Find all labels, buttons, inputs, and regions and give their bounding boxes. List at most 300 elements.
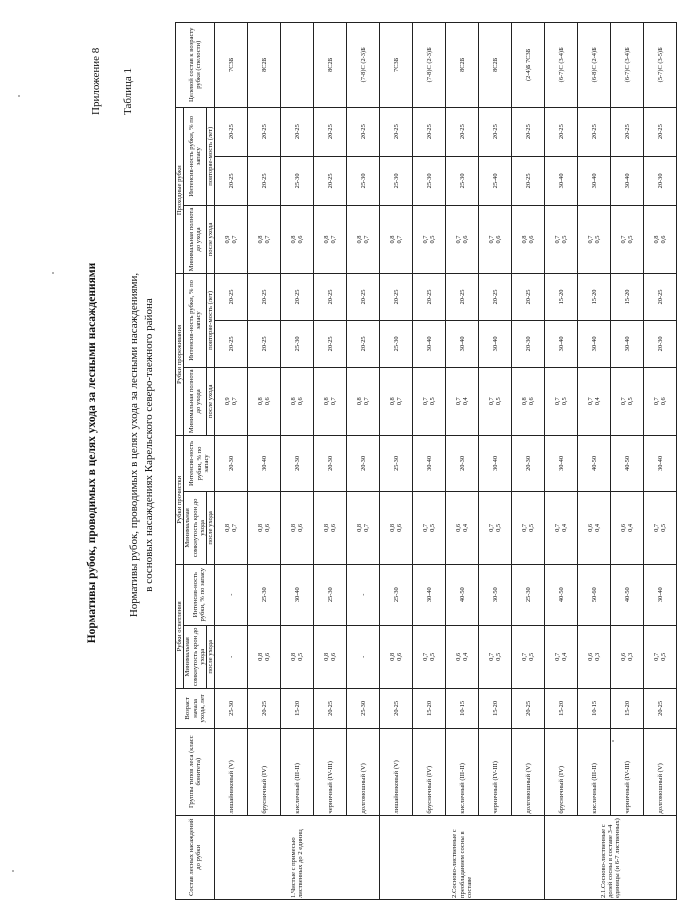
norms-table-wrapper xyxy=(175,22,677,900)
scan-speck xyxy=(52,272,54,274)
thinning-intensity-cell: 20-30 xyxy=(644,320,677,367)
passing-intensity-cell: 20-25 xyxy=(512,156,545,205)
passing-min-density-cell xyxy=(479,206,512,274)
passing-min-density-cell-line: 0,8 xyxy=(323,235,331,244)
cleaning-intensity-cell: 20-30 xyxy=(446,435,479,491)
passing-intensity-cell: 25-30 xyxy=(413,156,446,205)
cleaning-intensity-cell: 40-50 xyxy=(578,435,611,491)
clearing-min-closure-cell xyxy=(347,625,380,688)
clearing-min-closure-cell-line: 0,8 xyxy=(323,652,331,661)
thinning-intensity-cell: 25-30 xyxy=(380,320,413,367)
target-composition-cell: 8С2Б xyxy=(314,23,347,108)
passing-intensity-cell: 30-40 xyxy=(611,156,644,205)
header-composition: Состав лесных насаждений до рубки xyxy=(176,815,215,899)
thinning-repeat-cell: 20-25 xyxy=(413,273,446,320)
clearing-min-closure-cell xyxy=(479,625,512,688)
cleaning-min-closure-cell-line: 0,5 xyxy=(495,523,503,532)
passing-min-density-cell-line: 0,7 xyxy=(488,235,496,244)
header-thinning-min-density: Минимальная полнота до ухода xyxy=(184,367,207,435)
age-start-cell: 15-20 xyxy=(479,688,512,728)
forest-type-cell: лишайниковый (V) xyxy=(215,728,248,815)
target-composition-cell: 8С2Б xyxy=(479,23,512,108)
passing-min-density-cell-line: 0,9 xyxy=(224,235,232,244)
passing-min-density-cell-line: 0,6 xyxy=(660,235,668,244)
clearing-intensity-cell: 40-50 xyxy=(611,564,644,625)
table-caption-line-2: в сосновых насаждениях Карельского северо-таежного района xyxy=(143,298,155,592)
cleaning-intensity-cell: 30-40 xyxy=(248,435,281,491)
cleaning-min-closure-cell-line: 0,6 xyxy=(297,523,305,532)
clearing-min-closure-cell-line: 0,7 xyxy=(521,652,529,661)
thinning-min-density-cell-line: 0,7 xyxy=(488,397,496,406)
table-row xyxy=(248,23,281,900)
thinning-repeat-cell: 20-25 xyxy=(215,273,248,320)
passing-intensity-cell: 20-25 xyxy=(314,156,347,205)
thinning-repeat-cell: 20-25 xyxy=(248,273,281,320)
target-composition-cell xyxy=(281,23,314,108)
group-label: 1.Чистые с примесью лиственных до 2 единиц xyxy=(215,815,380,899)
thinning-min-density-cell-line: 0,6 xyxy=(660,397,668,406)
passing-min-density-cell-line: 0,8 xyxy=(290,235,298,244)
cleaning-min-closure-cell xyxy=(479,492,512,565)
passing-min-density-cell-line: 0,5 xyxy=(627,235,635,244)
header-passing-intensity: Интенсив-ность рубки, % по запасу xyxy=(184,107,207,205)
target-composition-cell: (6-8)С (2-4)Б xyxy=(578,23,611,108)
cleaning-min-closure-cell xyxy=(380,492,413,565)
thinning-min-density-cell xyxy=(479,367,512,435)
thinning-intensity-cell: 20-30 xyxy=(512,320,545,367)
clearing-intensity-cell: 30-40 xyxy=(281,564,314,625)
thinning-intensity-cell: 30-40 xyxy=(479,320,512,367)
cleaning-intensity-cell: 30-40 xyxy=(545,435,578,491)
cleaning-min-closure-cell-line: 0,4 xyxy=(627,523,635,532)
thinning-intensity-cell: 30-40 xyxy=(413,320,446,367)
thinning-min-density-cell xyxy=(578,367,611,435)
passing-min-density-cell xyxy=(446,206,479,274)
age-start-cell: 10-15 xyxy=(578,688,611,728)
thinning-min-density-cell xyxy=(446,367,479,435)
thinning-min-density-cell-line: 0,7 xyxy=(455,397,463,406)
cleaning-min-closure-cell-line: 0,7 xyxy=(521,523,529,532)
target-composition-cell: (2-4)Б 7С3Б xyxy=(512,23,545,108)
cleaning-min-closure-cell xyxy=(512,492,545,565)
forest-type-cell: брусничный (IV) xyxy=(545,728,578,815)
thinning-repeat-cell: 20-25 xyxy=(347,273,380,320)
header-age-start: Возраст начала ухода, лет xyxy=(176,688,215,728)
passing-repeat-cell: 20-25 xyxy=(281,107,314,156)
clearing-min-closure-cell xyxy=(611,625,644,688)
passing-repeat-cell: 20-25 xyxy=(215,107,248,156)
passing-min-density-cell-line: 0,8 xyxy=(356,235,364,244)
cleaning-min-closure-cell-line: 0,8 xyxy=(224,523,232,532)
thinning-min-density-cell-line: 0,7 xyxy=(231,397,239,406)
table-row xyxy=(281,23,314,900)
thinning-intensity-cell: 30-40 xyxy=(545,320,578,367)
header-after-care: после ухода xyxy=(207,492,215,565)
age-start-cell: 20-25 xyxy=(512,688,545,728)
age-start-cell: 20-25 xyxy=(644,688,677,728)
thinning-intensity-cell: 20-25 xyxy=(347,320,380,367)
table-row xyxy=(347,23,380,900)
table-row xyxy=(479,23,512,900)
passing-repeat-cell: 20-25 xyxy=(347,107,380,156)
clearing-min-closure-cell-line: 0,3 xyxy=(594,652,602,661)
clearing-min-closure-cell xyxy=(314,625,347,688)
table-row xyxy=(215,23,248,900)
scan-speck xyxy=(12,870,14,872)
cleaning-min-closure-cell xyxy=(281,492,314,565)
clearing-min-closure-cell-line: 0,6 xyxy=(620,652,628,661)
thinning-intensity-cell: 20-25 xyxy=(248,320,281,367)
cleaning-min-closure-cell-line: 0,7 xyxy=(231,523,239,532)
clearing-min-closure-cell-line: 0,4 xyxy=(561,652,569,661)
forest-type-cell: брусничный (IV) xyxy=(248,728,281,815)
cleaning-min-closure-cell-line: 0,5 xyxy=(528,523,536,532)
target-composition-cell: (6-7)С (3-4)Б xyxy=(611,23,644,108)
clearing-min-closure-cell-line: 0,5 xyxy=(495,652,503,661)
target-composition-cell: (7-8)С (2-3)Б xyxy=(413,23,446,108)
clearing-min-closure-cell-line: 0,6 xyxy=(455,652,463,661)
header-clearing-intensity: Интенсив-ность рубки, % по запасу xyxy=(184,564,215,625)
cleaning-intensity-cell: 20-30 xyxy=(314,435,347,491)
thinning-intensity-cell: 30-40 xyxy=(446,320,479,367)
cleaning-min-closure-cell-line: 0,7 xyxy=(488,523,496,532)
table-row xyxy=(611,23,644,900)
passing-repeat-cell: 20-25 xyxy=(611,107,644,156)
thinning-min-density-cell-line: 0,5 xyxy=(561,397,569,406)
clearing-intensity-cell: 25-30 xyxy=(314,564,347,625)
passing-intensity-cell: 25-30 xyxy=(446,156,479,205)
clearing-min-closure-cell-line: 0,8 xyxy=(257,652,265,661)
passing-min-density-cell-line: 0,6 xyxy=(495,235,503,244)
thinning-min-density-cell xyxy=(347,367,380,435)
cleaning-min-closure-cell xyxy=(347,492,380,565)
forest-type-cell: долгомошный (V) xyxy=(347,728,380,815)
passing-min-density-cell-line: 0,7 xyxy=(396,235,404,244)
forest-type-cell: черничный (IV-III) xyxy=(479,728,512,815)
thinning-repeat-cell: 20-25 xyxy=(446,273,479,320)
cleaning-min-closure-cell xyxy=(314,492,347,565)
passing-intensity-cell: 25-30 xyxy=(380,156,413,205)
header-repeat: повторяе-мость (лет) xyxy=(207,107,215,205)
forest-type-cell: кисличный (III-II) xyxy=(446,728,479,815)
clearing-min-closure-cell xyxy=(281,625,314,688)
passing-min-density-cell-line: 0,5 xyxy=(561,235,569,244)
passing-repeat-cell: 20-25 xyxy=(479,107,512,156)
passing-intensity-cell: 20-30 xyxy=(644,156,677,205)
thinning-repeat-cell: 20-25 xyxy=(479,273,512,320)
cleaning-min-closure-cell-line: 0,8 xyxy=(389,523,397,532)
table-row xyxy=(446,23,479,900)
clearing-min-closure-cell xyxy=(545,625,578,688)
cleaning-min-closure-cell-line: 0,6 xyxy=(455,523,463,532)
header-target-composition: Целевой состав к возрасту рубки (спелости) xyxy=(176,23,215,108)
thinning-min-density-cell-line: 0,5 xyxy=(429,397,437,406)
document-title: Нормативы рубок, проводимых в целях ухода за лесными насаждениями xyxy=(86,262,98,644)
target-composition-cell: (6-7)С (3-4)Б xyxy=(545,23,578,108)
cleaning-intensity-cell: 20-30 xyxy=(281,435,314,491)
clearing-intensity-cell: 30-40 xyxy=(644,564,677,625)
clearing-min-closure-cell-line: 0,5 xyxy=(660,652,668,661)
thinning-min-density-cell-line: 0,7 xyxy=(363,397,371,406)
clearing-min-closure-cell-line: 0,3 xyxy=(627,652,635,661)
cleaning-min-closure-cell xyxy=(611,492,644,565)
passing-min-density-cell-line: 0,8 xyxy=(521,235,529,244)
thinning-min-density-cell xyxy=(314,367,347,435)
thinning-min-density-cell-line: 0,5 xyxy=(495,397,503,406)
thinning-min-density-cell-line: 0,7 xyxy=(554,397,562,406)
cleaning-min-closure-cell-line: 0,4 xyxy=(462,523,470,532)
cleaning-intensity-cell: 25-30 xyxy=(380,435,413,491)
clearing-min-closure-cell-line: 0,5 xyxy=(429,652,437,661)
cleaning-intensity-cell: 20-30 xyxy=(512,435,545,491)
passing-repeat-cell: 20-25 xyxy=(644,107,677,156)
cleaning-min-closure-cell-line: 0,8 xyxy=(290,523,298,532)
clearing-min-closure-cell-line: 0,7 xyxy=(488,652,496,661)
table-row xyxy=(413,23,446,900)
passing-min-density-cell xyxy=(413,206,446,274)
thinning-min-density-cell-line: 0,7 xyxy=(653,397,661,406)
thinning-min-density-cell-line: 0,7 xyxy=(587,397,595,406)
header-passing-min-density: Минимальная полнота до ухода xyxy=(184,206,207,274)
clearing-intensity-cell: - xyxy=(215,564,248,625)
target-composition-cell: (7-8)С (2-3)Б xyxy=(347,23,380,108)
cleaning-min-closure-cell-line: 0,7 xyxy=(363,523,371,532)
norms-table-body xyxy=(215,23,677,900)
passing-min-density-cell-line: 0,8 xyxy=(389,235,397,244)
thinning-min-density-cell-line: 0,9 xyxy=(224,397,232,406)
thinning-intensity-cell: 20-25 xyxy=(215,320,248,367)
thinning-repeat-cell: 15-20 xyxy=(578,273,611,320)
thinning-repeat-cell: 20-25 xyxy=(281,273,314,320)
header-after-care: после ухода xyxy=(207,367,215,435)
thinning-min-density-cell xyxy=(413,367,446,435)
clearing-min-closure-cell-line: 0,7 xyxy=(653,652,661,661)
cleaning-min-closure-cell xyxy=(644,492,677,565)
clearing-min-closure-cell xyxy=(380,625,413,688)
thinning-min-density-cell-line: 0,7 xyxy=(620,397,628,406)
age-start-cell: 25-30 xyxy=(347,688,380,728)
cleaning-min-closure-cell-line: 0,6 xyxy=(330,523,338,532)
passing-min-density-cell-line: 0,7 xyxy=(231,235,239,244)
passing-min-density-cell xyxy=(248,206,281,274)
thinning-min-density-cell-line: 0,7 xyxy=(422,397,430,406)
thinning-min-density-cell-line: 0,7 xyxy=(396,397,404,406)
header-thinning-intensity: Интенсив-ность рубки, % по запасу xyxy=(184,273,207,367)
thinning-min-density-cell-line: 0,6 xyxy=(264,397,272,406)
cleaning-min-closure-cell xyxy=(545,492,578,565)
thinning-min-density-cell-line: 0,8 xyxy=(389,397,397,406)
scan-speck xyxy=(18,95,20,97)
group-label: 2.Сосново-лиственные с преобладанием сосны в составе xyxy=(380,815,545,899)
passing-repeat-cell: 20-25 xyxy=(545,107,578,156)
thinning-min-density-cell-line: 0,8 xyxy=(323,397,331,406)
scan-speck xyxy=(612,740,614,742)
target-composition-cell: 7С3Б xyxy=(215,23,248,108)
passing-repeat-cell: 20-25 xyxy=(314,107,347,156)
passing-repeat-cell: 20-25 xyxy=(446,107,479,156)
age-start-cell: 20-25 xyxy=(248,688,281,728)
clearing-intensity-cell: 40-50 xyxy=(446,564,479,625)
passing-min-density-cell-line: 0,7 xyxy=(363,235,371,244)
clearing-min-closure-cell-line: 0,5 xyxy=(297,652,305,661)
table-number: Таблица 1 xyxy=(122,67,134,115)
appendix-label: Приложение 8 xyxy=(90,47,102,115)
clearing-min-closure-cell-line: 0,7 xyxy=(422,652,430,661)
age-start-cell: 15-20 xyxy=(611,688,644,728)
cleaning-min-closure-cell-line: 0,5 xyxy=(660,523,668,532)
table-row xyxy=(644,23,677,900)
age-start-cell: 20-25 xyxy=(380,688,413,728)
forest-type-cell: черничный (IV-III) xyxy=(314,728,347,815)
header-after-care: после ухода xyxy=(207,206,215,274)
age-start-cell: 15-20 xyxy=(413,688,446,728)
thinning-min-density-cell-line: 0,4 xyxy=(594,397,602,406)
passing-min-density-cell-line: 0,7 xyxy=(620,235,628,244)
thinning-repeat-cell: 20-25 xyxy=(512,273,545,320)
cleaning-min-closure-cell-line: 0,4 xyxy=(561,523,569,532)
thinning-min-density-cell-line: 0,5 xyxy=(627,397,635,406)
header-forest-type: Группы типов леса (класс бонитета) xyxy=(176,728,215,815)
passing-repeat-cell: 20-25 xyxy=(248,107,281,156)
header-after-care: после ухода xyxy=(207,625,215,688)
clearing-min-closure-cell xyxy=(413,625,446,688)
thinning-min-density-cell xyxy=(644,367,677,435)
thinning-min-density-cell xyxy=(215,367,248,435)
clearing-min-closure-cell-line: 0,4 xyxy=(462,652,470,661)
cleaning-intensity-cell: 30-40 xyxy=(644,435,677,491)
clearing-intensity-cell: 30-40 xyxy=(413,564,446,625)
thinning-repeat-cell: 20-25 xyxy=(314,273,347,320)
thinning-min-density-cell-line: 0,8 xyxy=(356,397,364,406)
thinning-min-density-cell xyxy=(248,367,281,435)
cleaning-min-closure-cell-line: 0,8 xyxy=(257,523,265,532)
norms-table xyxy=(175,22,677,900)
passing-min-density-cell xyxy=(347,206,380,274)
passing-min-density-cell-line: 0,7 xyxy=(455,235,463,244)
thinning-min-density-cell xyxy=(512,367,545,435)
thinning-min-density-cell-line: 0,8 xyxy=(257,397,265,406)
forest-type-cell: долгомошный (V) xyxy=(512,728,545,815)
passing-repeat-cell: 20-25 xyxy=(413,107,446,156)
table-caption-line-1: Нормативы рубок, проводимых в целях ухода за лесными насаждениями, xyxy=(128,272,140,618)
clearing-min-closure-cell-line: 0,8 xyxy=(389,652,397,661)
clearing-min-closure-cell xyxy=(512,625,545,688)
clearing-intensity-cell: 25-30 xyxy=(512,564,545,625)
clearing-min-closure-cell-line: 0,8 xyxy=(290,652,298,661)
passing-min-density-cell xyxy=(611,206,644,274)
thinning-min-density-cell xyxy=(611,367,644,435)
age-start-cell: 10-15 xyxy=(446,688,479,728)
cleaning-min-closure-cell xyxy=(446,492,479,565)
passing-min-density-cell xyxy=(380,206,413,274)
clearing-intensity-cell: 50-60 xyxy=(578,564,611,625)
thinning-min-density-cell xyxy=(545,367,578,435)
header-clearing-min-closure: Минимальная сомкнутость крон до ухода xyxy=(184,625,207,688)
thinning-repeat-cell: 20-25 xyxy=(644,273,677,320)
passing-repeat-cell: 20-25 xyxy=(512,107,545,156)
thinning-min-density-cell-line: 0,6 xyxy=(528,397,536,406)
clearing-min-closure-cell-line: 0,5 xyxy=(528,652,536,661)
cleaning-intensity-cell: 30-40 xyxy=(479,435,512,491)
forest-type-cell: кисличный (III-II) xyxy=(281,728,314,815)
thinning-min-density-cell xyxy=(380,367,413,435)
cleaning-min-closure-cell-line: 0,8 xyxy=(356,523,364,532)
table-row xyxy=(545,23,578,900)
cleaning-min-closure-cell xyxy=(215,492,248,565)
cleaning-min-closure-cell-line: 0,7 xyxy=(554,523,562,532)
table-row xyxy=(578,23,611,900)
thinning-intensity-cell: 30-40 xyxy=(611,320,644,367)
cleaning-min-closure-cell-line: 0,8 xyxy=(323,523,331,532)
thinning-min-density-cell-line: 0,8 xyxy=(290,397,298,406)
clearing-min-closure-cell-line: 0,7 xyxy=(554,652,562,661)
clearing-min-closure-cell-line: 0,6 xyxy=(396,652,404,661)
thinning-min-density-cell-line: 0,4 xyxy=(462,397,470,406)
clearing-min-closure-cell xyxy=(644,625,677,688)
clearing-min-closure-cell xyxy=(446,625,479,688)
passing-min-density-cell-line: 0,8 xyxy=(653,235,661,244)
age-start-cell: 20-25 xyxy=(314,688,347,728)
cleaning-min-closure-cell-line: 0,4 xyxy=(594,523,602,532)
forest-type-cell: лишайниковый (V) xyxy=(380,728,413,815)
cleaning-min-closure-cell-line: 0,5 xyxy=(429,523,437,532)
thinning-min-density-cell-line: 0,8 xyxy=(521,397,529,406)
header-cleaning-intensity: Интенсив-ность рубки, % по запасу xyxy=(184,435,215,491)
passing-min-density-cell-line: 0,8 xyxy=(257,235,265,244)
target-composition-cell: 8С2Б xyxy=(248,23,281,108)
passing-intensity-cell: 25-30 xyxy=(281,156,314,205)
thinning-min-density-cell-line: 0,6 xyxy=(297,397,305,406)
clearing-intensity-cell: 40-50 xyxy=(545,564,578,625)
passing-min-density-cell xyxy=(512,206,545,274)
cleaning-intensity-cell: 40-50 xyxy=(611,435,644,491)
cleaning-intensity-cell: 30-40 xyxy=(413,435,446,491)
cleaning-min-closure-cell-line: 0,6 xyxy=(587,523,595,532)
passing-min-density-cell-line: 0,7 xyxy=(587,235,595,244)
clearing-intensity-cell: 25-30 xyxy=(380,564,413,625)
clearing-min-closure-cell-line: 0,6 xyxy=(587,652,595,661)
cleaning-min-closure-cell xyxy=(578,492,611,565)
passing-min-density-cell-line: 0,7 xyxy=(264,235,272,244)
passing-repeat-cell: 20-25 xyxy=(578,107,611,156)
table-row xyxy=(512,23,545,900)
cleaning-min-closure-cell-line: 0,6 xyxy=(620,523,628,532)
passing-min-density-cell-line: 0,7 xyxy=(422,235,430,244)
header-repeat: повторяе-мость (лет) xyxy=(207,273,215,367)
thinning-repeat-cell: 15-20 xyxy=(611,273,644,320)
thinning-min-density-cell-line: 0,7 xyxy=(330,397,338,406)
clearing-intensity-cell: 30-50 xyxy=(479,564,512,625)
cleaning-min-closure-cell-line: 0,7 xyxy=(422,523,430,532)
thinning-intensity-cell: 30-40 xyxy=(578,320,611,367)
passing-min-density-cell-line: 0,7 xyxy=(330,235,338,244)
age-start-cell: 15-20 xyxy=(281,688,314,728)
age-start-cell: 25-30 xyxy=(215,688,248,728)
group-label: 2.1.Сосново-лиственные с долей сосны в составе 3-4 единицы (и 6-7 лиственных) xyxy=(545,815,677,899)
passing-min-density-cell-line: 0,6 xyxy=(297,235,305,244)
passing-min-density-cell-line: 0,6 xyxy=(528,235,536,244)
cleaning-min-closure-cell-line: 0,6 xyxy=(396,523,404,532)
target-composition-cell: 8С2Б xyxy=(446,23,479,108)
thinning-intensity-cell: 20-25 xyxy=(314,320,347,367)
clearing-min-closure-cell xyxy=(248,625,281,688)
cleaning-intensity-cell: 20-30 xyxy=(347,435,380,491)
passing-intensity-cell: 20-25 xyxy=(248,156,281,205)
passing-min-density-cell-line: 0,5 xyxy=(594,235,602,244)
thinning-repeat-cell: 20-25 xyxy=(380,273,413,320)
passing-min-density-cell xyxy=(314,206,347,274)
forest-type-cell: долгомошный (V) xyxy=(644,728,677,815)
